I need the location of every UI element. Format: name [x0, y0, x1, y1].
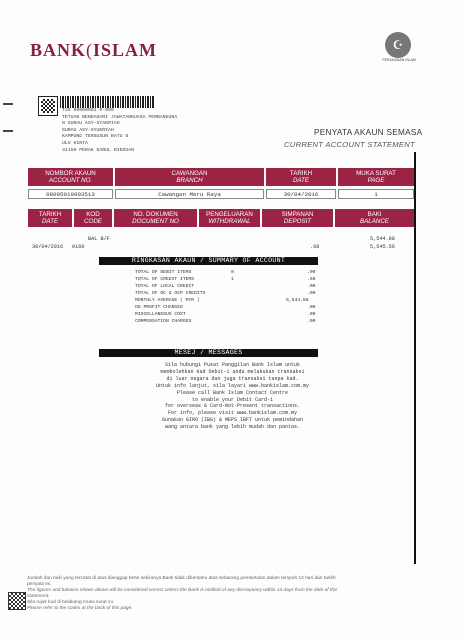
col-date: TARIKH DATE — [28, 209, 72, 227]
summary-row: TOTAL OF DEBIT ITEMS 0 .00 — [135, 270, 316, 275]
col-document: NO. DOKUMEN DOCUMENT NO — [114, 209, 197, 227]
message-line: Please call Bank Islam Contact Centre — [176, 389, 289, 396]
summary-row: TOTAL OF CREDIT ITEMS 1 .68 — [135, 277, 316, 282]
page-number: 1 — [338, 189, 414, 199]
address-line: TETUAN BENDAHARI JAWATANKUASA PEMBANGUNA — [62, 114, 178, 120]
header-date: TARIKH DATE — [266, 168, 336, 186]
message-line: for overseas & Card-Not-Present transactions. — [164, 403, 301, 410]
qr-code-icon — [38, 96, 58, 116]
summary-title: RINGKASAN AKAUN / SUMMARY OF ACCOUNT — [99, 257, 318, 265]
message-line: Sila hubungi Pusat Panggilan Bank Islam untuk — [164, 362, 301, 368]
summary-row: TOTAL OF LOCAL CREDIT .00 — [135, 284, 316, 289]
address-line: KAMPUNG TERSUSUN BATU 8 — [62, 134, 129, 140]
col-balance: BAKI BALANCE — [335, 209, 414, 227]
statement-title: PENYATA AKAUN SEMASA — [314, 128, 423, 137]
col-deposit: SIMPANAN DEPOSIT — [262, 209, 333, 227]
header-branch: CAWANGAN BRANCH — [115, 168, 264, 186]
txn-code: 0160 — [72, 244, 85, 250]
address-ref: T25 00000001 0-000 — [62, 108, 114, 113]
seal-caption: PERAKAMAN ISLAM — [382, 58, 416, 62]
message-line: wang antara bank yang lebih mudah dan pantas. — [164, 424, 301, 431]
footer-line: Sila rujuk kod di belakang muka surat ini. — [27, 600, 115, 606]
footer-line: Jumlah dan baki yang tercatat di atas dianggap betul sekiranya Bank tidak diberitahu atas sebarang pembetulan dalam tempoh 14 hari dari tarikh — [27, 576, 336, 581]
mailing-address — [62, 108, 177, 154]
footer-qr-icon — [8, 592, 26, 610]
messages-body — [110, 362, 355, 431]
barcode-icon — [60, 96, 155, 108]
address-line: ULU KINTA — [62, 140, 88, 146]
header-account: NOMBOR AKAUN ACCOUNT NO. — [28, 168, 113, 186]
bal-bf-label: BAL B/F — [88, 236, 110, 242]
txn-deposit: .68 — [310, 244, 320, 250]
footer-line: statement. — [27, 594, 50, 600]
message-line: For info, please visit www.bankislam.com.my — [167, 410, 298, 417]
branch-name: Cawangan Meru Raya — [115, 189, 264, 199]
statement-date: 30/04/2016 — [266, 189, 336, 199]
summary-row: OD PROFIT CHARGED .00 — [135, 305, 316, 310]
seal-icon: ☪ — [385, 32, 411, 58]
margin-mark — [3, 130, 13, 132]
message-line: membolehkan Kad Debit-i anda melakukan transaksi — [160, 368, 305, 375]
summary-row: MONTHLY AVERAGE ( MYR ) 5,544.88 — [135, 298, 309, 303]
footer-line: Please refer to the codes at the back of this page. — [27, 606, 133, 612]
footer-line: penyata ini. — [27, 582, 52, 588]
account-number: 08095010003513 — [28, 189, 113, 199]
txn-date: 30/04/2016 — [32, 244, 64, 250]
summary-row: MISCELLANEOUS COST .00 — [135, 312, 316, 317]
statement-subtitle: CURRENT ACCOUNT STATEMENT — [284, 140, 415, 149]
right-rule — [414, 152, 416, 564]
bank-logo: BANK(ISLAM — [30, 40, 158, 60]
messages-title: MESEJ / MESSAGES — [99, 349, 318, 357]
summary-row: TOTAL OF OC & OCP CREDITS .00 — [135, 291, 316, 296]
footer-notes — [27, 576, 447, 613]
summary-row: COMPENSATION CHARGES .00 — [135, 319, 316, 324]
message-line: Untuk info lanjut, sila layari www.bankislam.com.my — [155, 382, 310, 389]
txn-balance: 5,545.56 — [370, 244, 395, 250]
footer-line: The figures and balance shown above will be considered correct unless the Bank is notified of any discrepancy within 14 days from the date of this — [27, 588, 338, 594]
col-withdrawal: PENGELUARAN WITHDRAWAL — [199, 209, 260, 227]
message-line: Gunakan GIRO (IBG) & MEPS IBFT untuk pemindahan — [161, 417, 304, 424]
margin-mark — [3, 103, 13, 105]
header-page: MUKA SURAT PAGE — [338, 168, 414, 186]
col-code: KOD CODE — [74, 209, 112, 227]
logo-separator: ( — [86, 40, 94, 60]
address-line: SURAU ASY-SYUKRIAH — [62, 127, 114, 133]
message-line: di luar negara dan juga transaksi tanpa kad. — [166, 375, 299, 382]
message-line: to enable your Debit Card-i — [191, 396, 273, 403]
bal-bf-amount: 5,544.88 — [370, 236, 395, 242]
address-line: N SURAU ASY-SYAKRIAH — [62, 121, 120, 127]
address-line: 31150 PERAK DARUL RIDZUAN — [62, 147, 134, 153]
